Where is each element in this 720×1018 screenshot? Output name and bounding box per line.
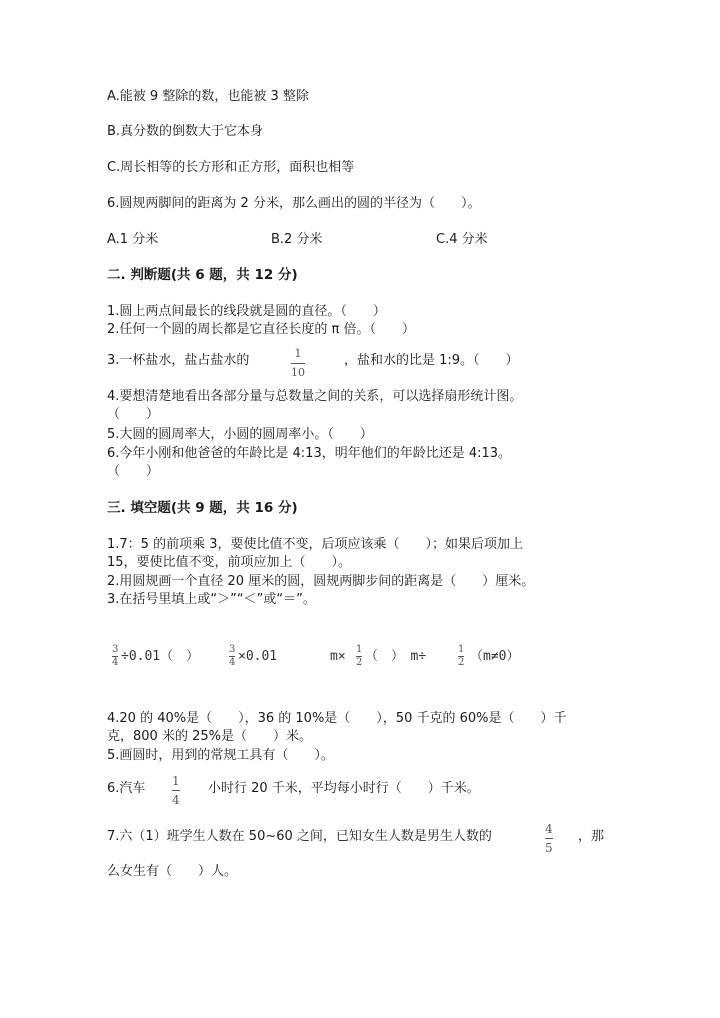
expr-5: （m≠0） xyxy=(470,649,520,664)
fraction-denominator: 5 xyxy=(545,841,553,855)
expr-1: ÷0.01（ ） xyxy=(121,649,200,664)
expr-fraction-1 xyxy=(112,645,118,668)
judge-q3-fraction xyxy=(291,347,305,380)
option-q6-c: C.4 分米 xyxy=(436,232,488,247)
fill-q5: 5.画圆时，用到的常规工具有（ ）。 xyxy=(107,748,334,763)
fraction-bar xyxy=(172,790,180,791)
fraction-numerator: 1 xyxy=(294,347,302,360)
option-q5-c: C.周长相等的长方形和正方形，面积也相等 xyxy=(107,160,355,175)
fill-q7-line2: 么女生有（ ）人。 xyxy=(107,864,238,879)
fill-q6-post: 小时行 20 千米，平均每小时行（ ）千米。 xyxy=(208,781,480,796)
fill-q4-line1: 4.20 的 40%是（ ），36 的 10%是（ ），50 千克的 60%是（ ）千 xyxy=(107,711,567,726)
fraction-denominator: 10 xyxy=(291,366,305,379)
judge-q6-paren: （ ） xyxy=(107,464,160,479)
judge-q3-post: ，盐和水的比是 1:9。（ ） xyxy=(344,353,519,368)
fill-q2: 2.用圆规画一个直径 20 厘米的圆，圆规两脚步间的距离是（ ）厘米。 xyxy=(107,574,535,589)
option-q5-a: A.能被 9 整除的数，也能被 3 整除 xyxy=(107,89,309,104)
fill-q1-line2: 15，要使比值不变，前项应加上（ ）。 xyxy=(107,555,352,570)
fraction-denominator: 4 xyxy=(229,657,236,668)
expr-4: （ ） m÷ xyxy=(365,649,427,664)
fraction-numerator: 1 xyxy=(172,774,180,788)
judge-q1: 1.圆上两点间最长的线段就是圆的直径。（ ） xyxy=(107,304,386,319)
judge-q4: 4.要想清楚地看出各部分量与总数量之间的关系，可以选择扇形统计图。 xyxy=(107,389,523,404)
fill-q1-line1: 1.7：5 的前项乘 3，要使比值不变，后项应该乘（ ）；如果后项加上 xyxy=(107,537,523,552)
fill-q6-pre: 6.汽车 xyxy=(107,781,146,796)
fraction-denominator: 2 xyxy=(356,657,363,668)
fill-q4-line2: 克，800 米的 25%是（ ）米。 xyxy=(107,729,312,744)
fill-q7-pre: 7.六（1）班学生人数在 50~60 之间，已知女生人数是男生人数的 xyxy=(107,829,492,844)
option-q6-a: A.1 分米 xyxy=(107,232,159,247)
judge-q2: 2.任何一个圆的周长都是它直径长度的 π 倍。（ ） xyxy=(107,322,415,337)
judge-q6: 6.今年小刚和他爸爸的年龄比是 4:13，明年他们的年龄比还是 4:13。 xyxy=(107,446,512,461)
fraction-denominator: 4 xyxy=(112,657,119,668)
judge-q3-pre: 3.一杯盐水，盐占盐水的 xyxy=(107,353,250,368)
fraction-denominator: 4 xyxy=(172,793,180,807)
fraction-bar xyxy=(545,838,553,839)
judge-q5: 5.大圆的圆周率大，小圆的圆周率小。（ ） xyxy=(107,427,373,442)
question-6: 6.圆规两脚间的距离为 2 分米，那么画出的圆的半径为（ ）。 xyxy=(107,196,481,211)
expr-2: ×0.01 xyxy=(238,649,278,664)
fraction-numerator: 1 xyxy=(356,644,363,655)
fill-q3: 3.在括号里填上或“＞”“＜”或“＝”。 xyxy=(107,592,316,607)
option-q6-b: B.2 分米 xyxy=(271,232,323,247)
expr-fraction-4 xyxy=(458,645,464,668)
expr-fraction-2 xyxy=(229,645,235,668)
fill-q7-post: ，那 xyxy=(578,829,605,844)
fraction-bar xyxy=(291,363,305,364)
option-q5-b: B.真分数的倒数大于它本身 xyxy=(107,124,264,139)
fill-q6-fraction xyxy=(172,774,180,807)
fill-q7-fraction xyxy=(545,822,553,855)
section-judge-header: 二. 判断题(共 6 题，共 12 分) xyxy=(107,267,298,283)
expr-fraction-3 xyxy=(356,645,362,668)
fraction-numerator: 3 xyxy=(229,644,236,655)
fraction-numerator: 1 xyxy=(458,644,465,655)
expr-3: m× xyxy=(330,649,346,664)
judge-q4-paren: （ ） xyxy=(107,407,160,422)
fraction-denominator: 2 xyxy=(458,657,465,668)
section-fill-header: 三. 填空题(共 9 题，共 16 分) xyxy=(107,500,298,516)
fraction-numerator: 3 xyxy=(112,644,119,655)
fraction-numerator: 4 xyxy=(545,822,553,836)
